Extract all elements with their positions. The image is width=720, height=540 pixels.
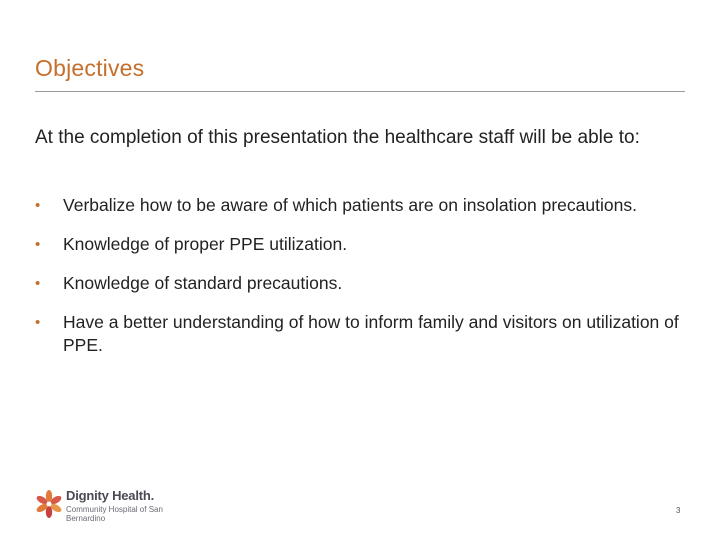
intro-text: At the completion of this presentation the healthcare staff will be able to:	[35, 127, 640, 148]
bullet-marker: •	[35, 314, 41, 331]
list-item	[35, 194, 685, 217]
list-item-text: Knowledge of standard precautions.	[63, 273, 343, 293]
dignity-health-logo	[34, 488, 164, 528]
list-item-text: Verbalize how to be aware of which patients are on insolation precautions.	[63, 195, 637, 215]
objectives-list	[35, 194, 685, 373]
title-divider	[35, 91, 685, 92]
list-item-text: Have a better understanding of how to inform family and visitors on utilization of PPE.	[63, 312, 679, 355]
logo-name: Dignity Health.	[66, 488, 155, 503]
list-item	[35, 311, 685, 357]
bullet-marker: •	[35, 275, 41, 292]
bullet-marker: •	[35, 197, 41, 214]
bullet-marker: •	[35, 236, 41, 253]
logo-subtitle: Community Hospital of San Bernardino	[66, 505, 163, 523]
slide-title: Objectives	[35, 55, 145, 81]
dignity-health-logo-icon	[34, 488, 64, 522]
list-item	[35, 233, 685, 256]
page-number: 3	[676, 506, 681, 515]
list-item-text: Knowledge of proper PPE utilization.	[63, 234, 348, 254]
list-item	[35, 272, 685, 295]
